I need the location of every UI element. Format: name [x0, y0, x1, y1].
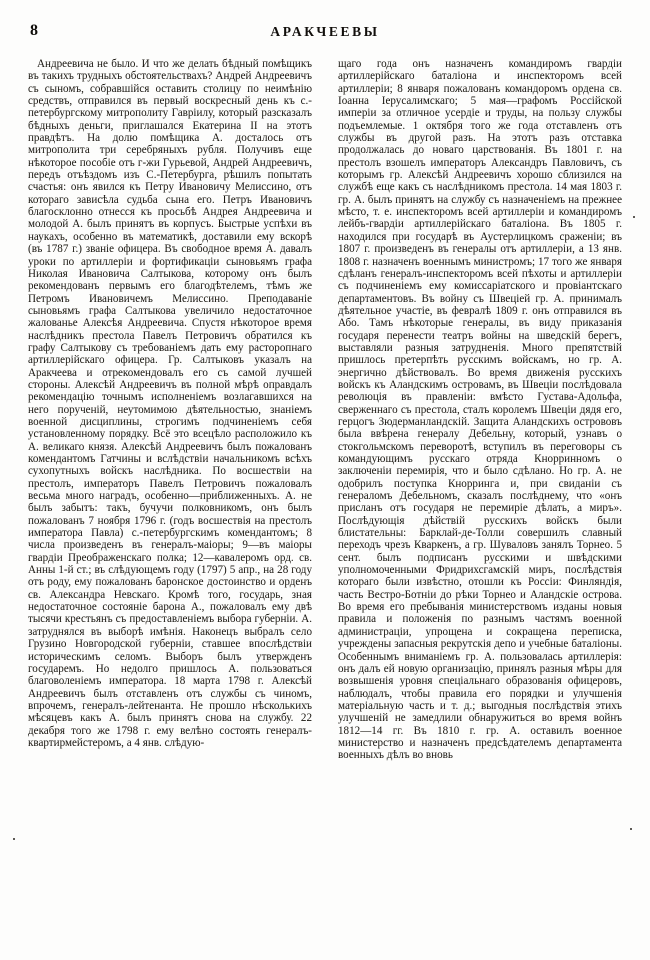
text-columns: [28, 58, 622, 938]
margin-speck: [630, 828, 632, 830]
running-title: АРАКЧЕЕВЫ: [270, 24, 380, 39]
paragraph: щаго года онъ назначенъ командиромъ гвардіи артиллерійскаго баталіона и инспекторомъ всей артиллеріи; 8 января пожалованъ командоромъ ордена св. Іоанна Іерусалимскаго; 5 мая—графомъ Россійской имперіи за отличное усердіе и труды, на пользу службы подъемлемые. 1 октября того же года отставленъ отъ службы въ другой разъ. На этотъ разъ отставка продолжалась до новаго царствованія. Въ 1801 г. на престолъ взошелъ императоръ Александръ Павловичъ, съ которымъ гр. Алексѣй Андреевичъ хорошо сблизился на службѣ еще какъ съ наслѣдникомъ престола. 14 мая 1803 г. гр. А. былъ принятъ на службу съ назначеніемъ на прежнее мѣсто, т. е. инспекторомъ всей артиллеріи и командиромъ лейбъ-гвардіи артиллерійскаго баталіона. Въ 1805 г. находился при государѣ въ Аустерлицкомъ сраженіи; въ 1807 г. произведенъ въ генералы отъ артиллеріи, а 13 янв. 1808 г. назначенъ военнымъ министромъ; 17 того же января сдѣланъ генералъ-инспекторомъ всей пѣхоты и артиллеріи съ подчиненіемъ ему комиссаріатского и провіантскаго департаментовъ. Въ войну съ Швеціей гр. А. принималъ дѣятельное участіе, въ февралѣ 1809 г. онъ отправился въ Або. Тамъ нѣкоторые генералы, въ виду приказанія государя перенести театръ войны на шведскій берегъ, выставляли разныя затрудненія. Много препятствій пришлось претерпѣть русскимъ войскамъ, но гр. А. энергично дѣйствовалъ. Во время движенія русскихъ войскъ къ Аландскимъ островамъ, въ Швеціи послѣдовала революція въ правленіи: вмѣсто Густава-Адольфа, сверженнаго съ престола, сталъ королемъ Швеціи дядя его, герцогъ Зюдерманландскій. Защита Аландскихъ острововъ была ввѣрена генералу Дебельну, который, узнавъ о стокгольмскомъ переворотѣ, вступилъ въ переговоры съ командующимъ русскаго отряда Кнорринномъ о заключеніи перемирія, что и было сдѣлано. Но гр. А. не одобрилъ поступка Кнорринга и, при свиданіи съ генераломъ Дебельномъ, сказалъ послѣднему, что «онъ присланъ отъ государя не перемиріе дѣлать, а миръ». Послѣдующія дѣйствій русскихъ войскъ были блистательны: Барклай-де-Толли совершилъ славный переходъ чрезъ Кваркенъ, а гр. Шуваловъ занялъ Торнео. 5 сент. былъ подписанъ русскими и швѣдскими уполномоченными Фридрихсгамскій миръ, послѣдствія котораго были извѣстно, отошли къ Россіи: Финляндія, часть Вестро-Ботніи до рѣки Торнео и Аландскіе острова. Во время его пребыванія министерствомъ изданы новыя правила и положенія по разнымъ частямъ военной администраціи, упрощена и сокращена переписка, учреждены запасныя рекрутскія депо и учебные баталіоны. Особеннымъ вниманіемъ гр. А. пользовалась артиллерія: онъ далъ ей новую организацію, принялъ разныя мѣры для возвышенія уровня спеціальнаго образованія офицеровъ, наблюдалъ, чтобы правила его порядки и улучшенія матеріальную часть и т. д.; выгодныя послѣдствія этихъ улучшеній не замедлили обнаружиться во время войнъ 1812—14 гг. Въ 1810 г. гр. А. оставилъ военное министерство и назначенъ предсѣдателемъ департамента военныхъ дѣлъ во вновь: [338, 58, 622, 762]
margin-speck: [633, 216, 635, 218]
right-column: [338, 58, 622, 938]
left-column: [28, 58, 312, 938]
page-header: [0, 22, 650, 46]
margin-speck: [13, 838, 15, 840]
paragraph: Андреевича не было. И что же делать бѣдный помѣщикъ въ такихъ трудныхъ обстоятельствахъ? Андрей Андреевичъ съ сыномъ, собравшійся оставить столицу по неимѣнію средствъ, отправился въ первый воскресный день къ с.-петербургскому митрополиту Гавріилу, который разсказалъ бѣдныхъ деньги, приглашался Екатерина II на этотъ правдѣтъ. На долю помѣщика А. досталось отъ митрополита три серебряныхъ рубля. Получивъ еще нѣкоторое пособіе отъ г-жи Гурьевой, Андрей Андреевичъ, передъ отъѣздомъ изъ С.-Петербурга, рѣшилъ попытать счастья: онъ явился къ Петру Ивановичу Мелиссино, отъ котораго зависѣла судьба сына его. Петръ Ивановичъ благосклонно отнесся къ просьбѣ Андрея Андреевича и молодой А. былъ принятъ въ корпусъ. Быстрые успѣхи въ наукахъ, особенно въ математикѣ, доставили ему вскорѣ (въ 1787 г.) званіе офицера. Въ свободное время А. давалъ уроки по артиллеріи и фортификаціи сыновьямъ графа Николая Ивановича Салтыкова, которому онъ былъ рекомендованъ первымъ его благодѣтелемъ, тѣмъ же Петромъ Ивановичемъ Мелиссино. Преподаваніе сыновьямъ графа Салтыкова увеличило недостаточное жалованье Алексѣя Андреевича. Спустя нѣкоторое время наслѣдникъ престола Павелъ Петровичъ обратился къ графу Салтыкову съ требованіемъ дать ему расторопнаго артиллерійскаго офицера. Гр. Салтыковъ указалъ на Аракчеева и отрекомендовалъ его съ самой лучшей стороны. Алексѣй Андреевичъ въ полной мѣрѣ оправдалъ рекомендацію точнымъ исполненіемъ возлагавшихся на него порученій, неутомимою дѣятельностью, знаніемъ военной дисциплины, строгимъ подчиненіемъ себя установленному порядку. Всё это всецѣло расположило къ А. великаго князя. Алексѣй Андреевичъ былъ пожалованъ комендантомъ Гатчины и вслѣдствіи начальникомъ всѣхъ сухопутныхъ войскъ наслѣдника. По восшествіи на престолъ, императоръ Павелъ Петровичъ пожаловалъ весьма много наградъ, особенно—приближенныхъ. А. не былъ забытъ: такъ, бучучи полковникомъ, онъ былъ пожалованъ 7 ноября 1796 г. (годъ восшествія на престолъ императора Павла) с.-петербургскимъ комендантомъ; 8 числа произведенъ въ генералъ-маіоры; 9—въ маіоры гвардіи Преображенскаго полка; 12—кавалеромъ орд. св. Анны 1-й ст.; въ слѣдующемъ году (1797) 5 апр., на 28 году отъ роду, ему пожалованъ баронское достоинство и орденъ св. Александра Невскаго. Кромѣ того, государь, зная недостаточное состояніе барона А., пожаловалъ ему двѣ тысячи крестьянъ съ предоставленіемъ выбора губерніи. А. затруднялся въ выборѣ имѣнія. Наконецъ выбралъ село Грузино Новгородской губерніи, ставшее впослѣдствіи историческимъ селомъ. Выборъ былъ утвержденъ государемъ. Но недолго пришлось А. пользоваться благоволеніемъ императора. 18 марта 1798 г. Алексѣй Андреевичъ былъ отставленъ отъ службы съ чиномъ, впрочемъ, генералъ-лейтенанта. Не прошло нѣсколькихъ мѣсяцевъ какъ А. былъ принятъ снова на службу. 22 декабря того же 1798 г. ему велѣно состоять генералъ-квартирмейстеромъ, а 4 янв. слѣдую-: [28, 58, 312, 749]
page-number: 8: [30, 22, 39, 39]
